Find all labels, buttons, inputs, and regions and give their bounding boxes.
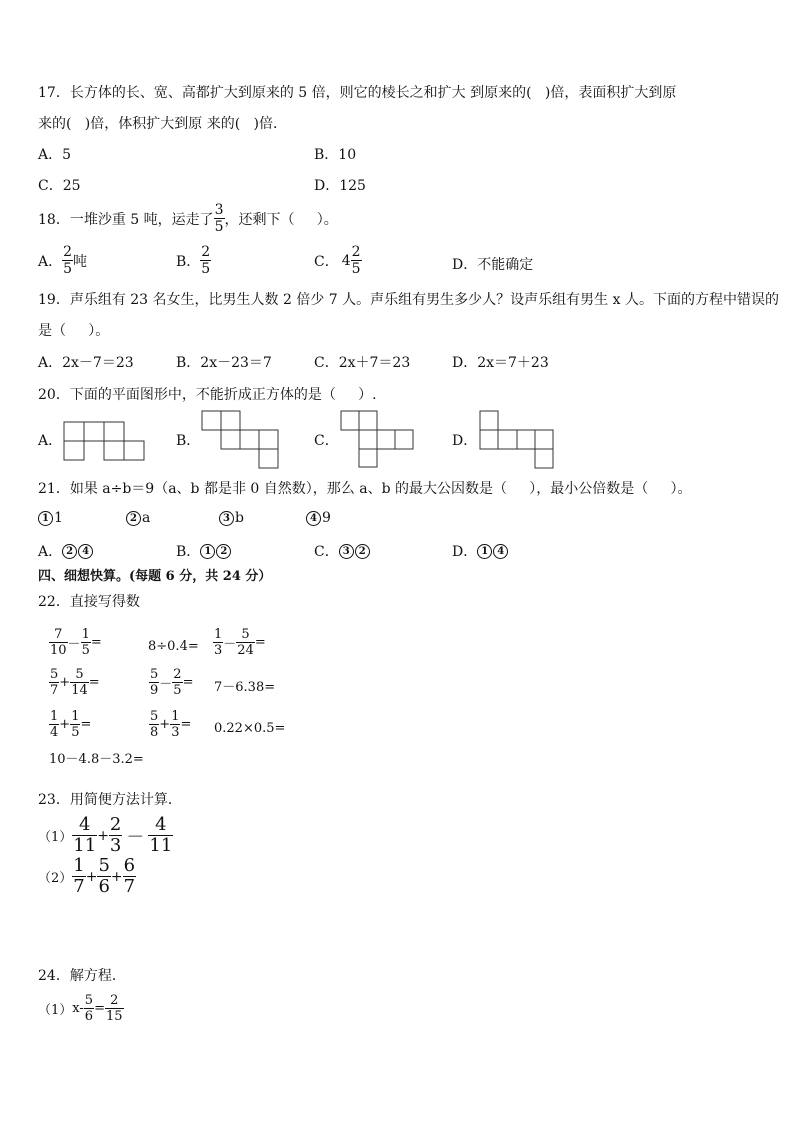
q19-line2: 是（ ）。 xyxy=(38,323,110,339)
q22-item-r2b: $\frac{5}{9}$ － $\frac{2}{5}$ = xyxy=(150,667,194,698)
q20-net-d xyxy=(479,410,555,470)
q17-option-d: D．125 xyxy=(314,178,366,194)
q23-problem-1: （1） $\frac{4}{11}$ + $\frac{2}{3}$ － $\frac{4}{11}$ xyxy=(38,814,173,856)
q17-option-c: C．25 xyxy=(38,178,81,194)
circled-number: 4 xyxy=(78,544,93,559)
q18-option-a: A． $\frac{2}{5}$ 吨 xyxy=(38,244,88,277)
q21-choice-1: 1 1 xyxy=(38,510,63,526)
q19-option-a: A．2x－7＝23 xyxy=(38,355,134,371)
q20-label-c: C． xyxy=(314,433,339,449)
q19-option-d: D．2x＝7＋23 xyxy=(452,355,549,371)
section-heading: 四、细想快算。(每题 6 分，共 24 分） xyxy=(38,569,272,584)
q20-label-d: D． xyxy=(452,433,478,449)
q21-choice-4: 4 9 xyxy=(306,510,331,526)
q17-option-b: B．10 xyxy=(314,147,357,163)
q22-item-r3c: 0.22×0.5= xyxy=(214,721,286,736)
q20-net-a xyxy=(63,421,145,463)
q21-option-c: C． 3 2 xyxy=(314,541,371,561)
q24-title: 24．解方程． xyxy=(38,968,126,984)
q20-label-b: B． xyxy=(176,433,201,449)
q21-choice-2: 2 a xyxy=(126,510,150,526)
q23-title: 23．用简便方法计算． xyxy=(38,792,182,808)
q22-title: 22．直接写得数 xyxy=(38,594,140,610)
q18-fraction: $\frac{3}{5}$ xyxy=(214,202,224,235)
q19-option-c: C．2x＋7＝23 xyxy=(314,355,411,371)
q22-item-r3b: $\frac{5}{8}$ + $\frac{1}{3}$ = xyxy=(150,709,192,740)
q18-option-b: B． $\frac{2}{5}$ xyxy=(176,244,211,277)
q24-problem-1: （1） x- $\frac{5}{6}$ = $\frac{2}{15}$ xyxy=(38,993,123,1024)
circled-number: 4 xyxy=(306,511,321,526)
q20-net-c xyxy=(340,410,414,468)
q21-stem: 21．如果 a÷b＝9（a、b 都是非 0 自然数），那么 a、b 的最大公因数是（ ），最小公倍数是（ ）。 xyxy=(38,481,692,497)
q22-item-r1a: $\frac{7}{10}$ － $\frac{1}{5}$ = xyxy=(50,627,102,658)
circled-number: 2 xyxy=(62,544,77,559)
q18-option-d: D．不能确定 xyxy=(452,257,534,273)
q18-stem xyxy=(38,203,338,234)
q20-label-a: A． xyxy=(38,433,63,449)
q22-item-r4: 10－4.8－3.2= xyxy=(49,752,144,767)
circled-number: 2 xyxy=(216,544,231,559)
circled-number: 3 xyxy=(339,544,354,559)
q21-option-d: D． 1 4 xyxy=(452,541,509,561)
q17-line1: 17．长方体的长、宽、高都扩大到原来的 5 倍，则它的棱长之和扩大 到原来的( )倍，表面积扩大到原 xyxy=(38,85,677,101)
q20-stem: 20．下面的平面图形中，不能折成正方体的是（ ）. xyxy=(38,387,377,403)
q22-item-r1c: $\frac{1}{3}$ － $\frac{5}{24}$ = xyxy=(214,627,266,658)
q18-option-c: C． 4 $\frac{2}{5}$ xyxy=(314,244,361,277)
circled-number: 3 xyxy=(219,511,234,526)
q18-prefix: 18．一堆沙重 5 吨，运走了 xyxy=(38,211,214,228)
q22-item-r2c: 7－6.38= xyxy=(214,680,276,695)
q22-item-r3a: $\frac{1}{4}$ + $\frac{1}{5}$ = xyxy=(50,709,92,740)
q17-line2: 来的( )倍，体积扩大到原 来的( )倍． xyxy=(38,116,287,132)
circled-number: 2 xyxy=(355,544,370,559)
q21-option-a: A． 2 4 xyxy=(38,541,94,561)
q18-suffix: ，还剩下（ ）。 xyxy=(224,211,338,228)
q21-choice-3: 3 b xyxy=(219,510,244,526)
q19-line1: 19．声乐组有 23 名女生，比男生人数 2 倍少 7 人。声乐组有男生多少人？设声乐组有男生 x 人。下面的方程中错误的 xyxy=(38,292,779,308)
q19-option-b: B．2x－23＝7 xyxy=(176,355,272,371)
circled-number: 2 xyxy=(126,511,141,526)
circled-number: 4 xyxy=(493,544,508,559)
q17-option-a: A．5 xyxy=(38,147,72,163)
q22-item-r2a: $\frac{5}{7}$ + $\frac{5}{14}$ = xyxy=(50,667,100,698)
q20-net-b xyxy=(201,410,279,470)
q23-problem-2: （2） $\frac{1}{7}$ + $\frac{5}{6}$ + $\frac{6}{7}$ xyxy=(38,855,136,897)
q21-option-b: B． 1 2 xyxy=(176,541,232,561)
circled-number: 1 xyxy=(477,544,492,559)
circled-number: 1 xyxy=(38,511,53,526)
circled-number: 1 xyxy=(200,544,215,559)
q22-item-r1b: 8÷0.4= xyxy=(148,639,199,654)
